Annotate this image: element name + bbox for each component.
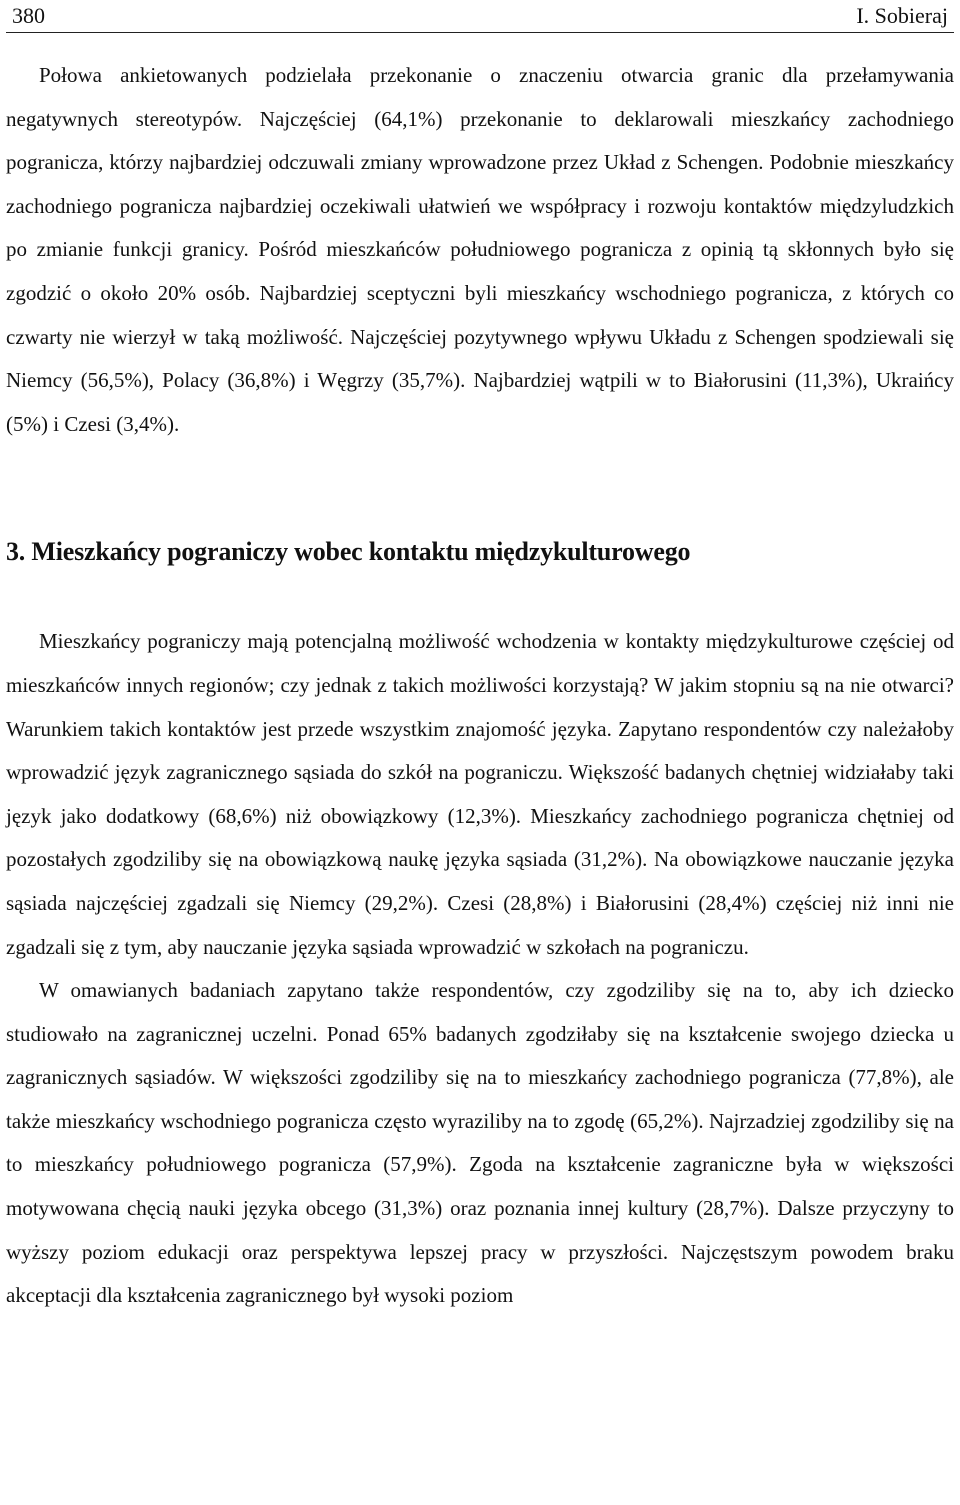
- paragraph-schengen-opinions: Połowa ankietowanych podzielała przekonanie o znaczeniu otwarcia granic dla przełamywania negatywnych stereotypów. Najczęściej (64,1%) przekonanie to deklarowali mieszkańcy zachodniego pogranicza, którzy najbardziej odczuwali zmiany wprowadzone przez Układ z Schengen. Podobnie mieszkańcy zachodniego pogranicza najbardziej oczekiwali ułatwień we współpracy i rozwoju kontaktów międzyludzkich po zmianie funkcji granicy. Pośród mieszkańców południowego pogranicza z opinią tą skłonnych było się zgodzić o około 20% osób. Najbardziej sceptyczni byli mieszkańcy wschodniego pogranicza, z których co czwarty nie wierzył w taką możliwość. Najczęściej pozytywnego wpływu Układu z Schengen spodziewali się Niemcy (56,5%), Polacy (36,8%) i Węgrzy (35,7%). Najbardziej wątpili w to Białorusini (11,3%), Ukraińcy (5%) i Czesi (3,4%).: [6, 63, 954, 436]
- header-divider: [6, 32, 954, 33]
- paragraph-foreign-education: W omawianych badaniach zapytano także respondentów, czy zgodziliby się na to, aby ich dziecko studiowało na zagranicznej uczelni. Ponad 65% badanych zgodziłaby się na kształcenie swojego dziecka u zagranicznych sąsiadów. W większości zgodziliby się na to mieszkańcy zachodniego pogranicza (77,8%), ale także mieszkańcy wschodniego pogranicza często wyraziliby na to zgodę (65,2%). Najrzadziej zgodziliby się na to mieszkańcy południowego pogranicza (57,9%). Zgoda na kształcenie zagraniczne była w większości motywowana chęcią nauki języka obcego (31,3%) oraz poznania innej kultury (28,7%). Dalsze przyczyny to wyższy poziom edukacji oraz perspektywa lepszej pracy w przyszłości. Najczęstszym powodem braku akceptacji dla kształcenia zagranicznego był wysoki poziom: [6, 978, 954, 1308]
- page-number: 380: [12, 3, 45, 28]
- section-heading: 3. Mieszkańcy pograniczy wobec kontaktu międzykulturowego: [6, 537, 691, 567]
- paragraph-language-learning: Mieszkańcy pograniczy mają potencjalną możliwość wchodzenia w kontakty międzykulturowe częściej od mieszkańców innych regionów; czy jednak z takich możliwości korzystają? W jakim stopniu są na nie otwarci? Warunkiem takich kontaktów jest przede wszystkim znajomość języka. Zapytano respondentów czy należałoby wprowadzić język zagranicznego sąsiada do szkół na pograniczu. Większość badanych chętniej widziałaby taki język jako dodatkowy (68,6%) niż obowiązkowy (12,3%). Mieszkańcy zachodniego pogranicza chętniej od pozostałych zgodziliby się na obowiązkową naukę języka sąsiada (31,2%). Na obowiązkowe nauczanie języka sąsiada najczęściej zgadzali się Niemcy (29,2%). Czesi (28,8%) i Białorusini (28,4%) częściej niż inni nie zgadzali się z tym, aby nauczanie języka sąsiada wprowadzić w szkołach na pograniczu.: [6, 629, 954, 959]
- running-header: [6, 0, 954, 32]
- author-name: I. Sobieraj: [856, 3, 948, 28]
